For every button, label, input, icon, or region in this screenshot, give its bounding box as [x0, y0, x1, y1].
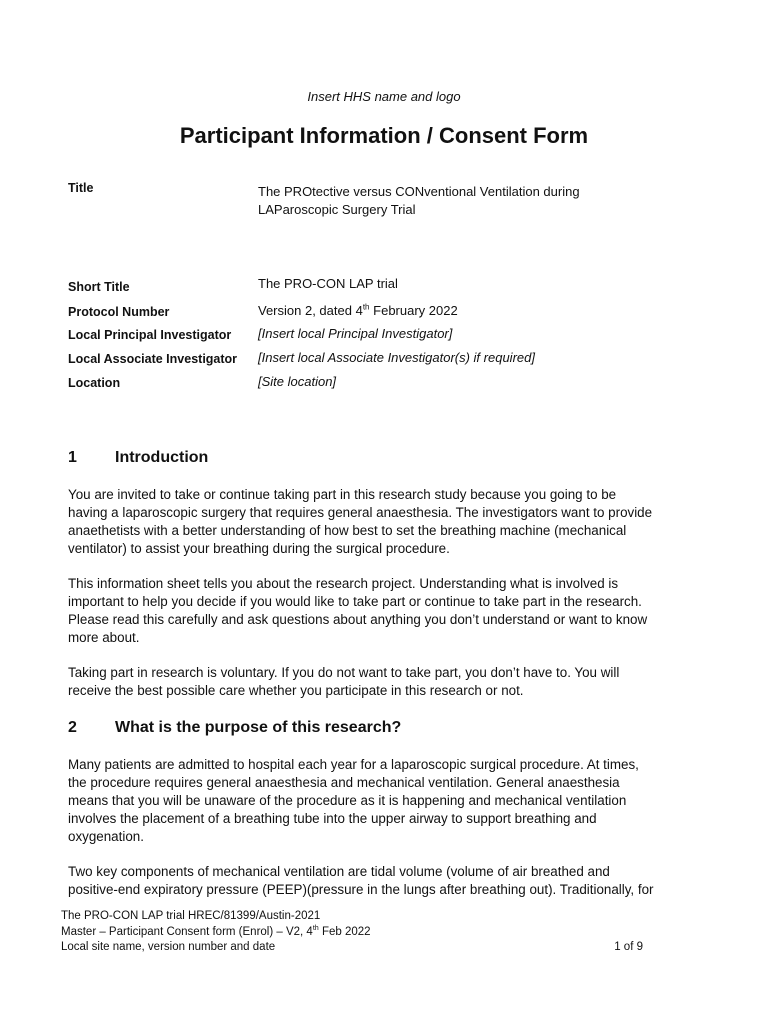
- title-label: Title: [68, 181, 94, 195]
- paragraph-line: Taking part in research is voluntary. If you do not want to take part, you don’t have to. You will: [68, 665, 620, 680]
- title-value: [258, 183, 580, 219]
- page-footer: [61, 909, 661, 956]
- paragraph-line: means that you will be unaware of the procedure as it is happening and mechanical ventilation: [68, 793, 627, 808]
- section-1-title: Introduction: [115, 449, 209, 466]
- location-value: [Site location]: [258, 374, 337, 389]
- paragraph-line: Please read this carefully and ask questions about anything you don’t understand or want to know: [68, 612, 648, 627]
- footer-form-version-suffix: Feb 2022: [318, 925, 371, 938]
- section-2-title: What is the purpose of this research?: [115, 719, 402, 736]
- section-1-paragraph-3: [68, 664, 708, 700]
- paragraph-line: having a laparoscopic surgery that requires general anaesthesia. The investigators want to provide: [68, 505, 653, 520]
- paragraph-line: Many patients are admitted to hospital each year for a laparoscopic surgical procedure. At times,: [68, 757, 639, 772]
- paragraph-line: positive-end expiratory pressure (PEEP)(pressure in the lungs after breathing out). Traditionally, for: [68, 882, 654, 897]
- paragraph-line: oxygenation.: [68, 829, 144, 844]
- section-2-paragraph-2: [68, 863, 708, 899]
- paragraph-line: more about.: [68, 630, 140, 645]
- protocol-value-suffix: February 2022: [369, 303, 458, 318]
- paragraph-line: Two key components of mechanical ventilation are tidal volume (volume of air breathed and: [68, 864, 610, 879]
- lpi-label: Local Principal Investigator: [68, 328, 232, 342]
- paragraph-line: receive the best possible care whether you participate in this research or not.: [68, 683, 524, 698]
- paragraph-line: involves the placement of a breathing tube into the upper airway to support breathing and: [68, 811, 597, 826]
- page-number: 1 of 9: [614, 941, 643, 953]
- page-title: Participant Information / Consent Form: [179, 123, 589, 148]
- paragraph-line: the procedure requires general anaesthesia and mechanical ventilation. General anaesthesia: [68, 775, 620, 790]
- protocol-value-prefix: Version 2, dated 4: [258, 303, 363, 318]
- lai-label: Local Associate Investigator: [68, 352, 238, 366]
- footer-trial-reference: The PRO-CON LAP trial HREC/81399/Austin-2021: [61, 910, 321, 922]
- paragraph-line: This information sheet tells you about the research project. Understanding what is involved is: [68, 576, 619, 591]
- title-value-line2: LAParoscopic Surgery Trial: [258, 202, 416, 217]
- footer-form-version: [61, 925, 661, 941]
- section-1-number: 1: [68, 449, 77, 466]
- paragraph-line: anaethetists with a better understanding of how best to set the breathing machine (mechanical: [68, 523, 627, 538]
- section-1-paragraph-1: [68, 486, 708, 558]
- paragraph-line: ventilator) to assist your breathing during the surgical procedure.: [68, 541, 450, 556]
- protocol-label: Protocol Number: [68, 305, 170, 319]
- paragraph-line: You are invited to take or continue taking part in this research study because you going to be: [68, 487, 617, 502]
- short-title-label: Short Title: [68, 280, 130, 294]
- title-value-line1: The PROtective versus CONventional Ventilation during: [258, 184, 580, 199]
- footer-form-version-sup: th: [312, 923, 319, 932]
- paragraph-line: important to help you decide if you would like to take part or continue to take part in the research.: [68, 594, 642, 609]
- hhs-placeholder: Insert HHS name and logo: [307, 89, 461, 104]
- footer-form-version-prefix: Master – Participant Consent form (Enrol) – V2, 4: [61, 925, 313, 938]
- protocol-value-sup: th: [362, 302, 370, 312]
- section-2-number: 2: [68, 719, 77, 736]
- lai-value: [Insert local Associate Investigator(s) if required]: [258, 350, 535, 365]
- lpi-value: [Insert local Principal Investigator]: [258, 326, 453, 341]
- section-2-paragraph-1: [68, 756, 708, 846]
- protocol-value: [258, 302, 458, 320]
- section-1-paragraph-2: [68, 575, 708, 647]
- location-label: Location: [68, 376, 121, 390]
- footer-site-info: Local site name, version number and date: [61, 941, 276, 953]
- short-title-value: The PRO-CON LAP trial: [258, 276, 398, 291]
